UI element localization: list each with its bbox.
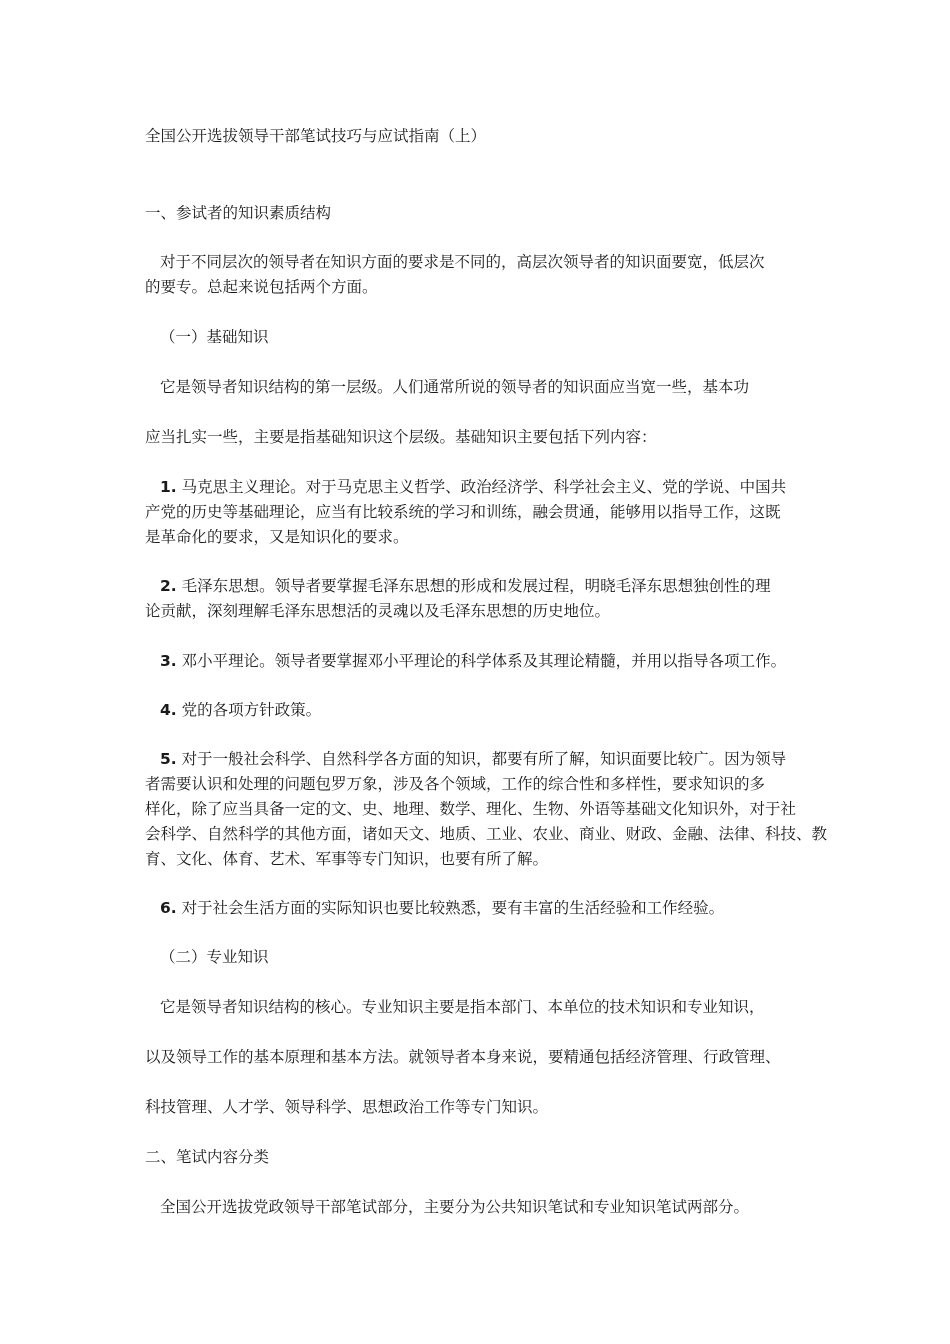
- list-text: 对于社会生活方面的实际知识也要比较熟悉，要有丰富的生活经验和工作经验。: [181, 899, 725, 917]
- list-item-2: [160, 574, 830, 599]
- list-text: 邓小平理论。领导者要掌握邓小平理论的科学体系及其理论精髓，并用以指导各项工作。: [181, 652, 787, 670]
- list-number: 5.: [160, 750, 177, 768]
- list-text: 党的各项方针政策。: [181, 701, 322, 719]
- list-number: 1.: [160, 478, 177, 496]
- paragraph-line: 以及领导工作的基本原理和基本方法。就领导者本身来说，要精通包括经济管理、行政管理、: [145, 1048, 781, 1066]
- paragraph-line: 应当扎实一些，主要是指基础知识这个层级。基础知识主要包括下列内容：: [145, 428, 657, 446]
- list-item-5: [160, 747, 830, 772]
- list-number: 3.: [160, 652, 177, 670]
- paragraph-line: 育、文化、体育、艺术、军事等专门知识，也要有所了解。: [145, 850, 549, 868]
- list-number: 2.: [160, 577, 177, 595]
- list-item-1: [160, 475, 830, 500]
- list-item-6: [160, 896, 830, 921]
- subsection-heading-1: （一）基础知识: [160, 328, 269, 346]
- paragraph-line: 样化，除了应当具备一定的文、史、地理、数学、理化、生物、外语等基础文化知识外，对于社: [145, 800, 797, 818]
- section-heading-2: 二、笔试内容分类: [145, 1148, 270, 1166]
- list-text: 对于一般社会科学、自然科学各方面的知识，都要有所了解，知识面要比较广。因为领导: [181, 750, 787, 768]
- list-item-3: [160, 649, 830, 674]
- paragraph-line: 会科学、自然科学的其他方面，诸如天文、地质、工业、农业、商业、财政、金融、法律、科技、教: [145, 825, 828, 843]
- list-text: 马克思主义理论。对于马克思主义哲学、政治经济学、科学社会主义、党的学说、中国共: [181, 478, 787, 496]
- paragraph-line: 它是领导者知识结构的第一层级。人们通常所说的领导者的知识面应当宽一些，基本功: [160, 378, 750, 396]
- list-item-4: [160, 698, 830, 723]
- paragraph-line: 科技管理、人才学、领导科学、思想政治工作等专门知识。: [145, 1098, 549, 1116]
- paragraph-line: 产党的历史等基础理论，应当有比较系统的学习和训练，融会贯通，能够用以指导工作，这既: [145, 503, 781, 521]
- list-text: 毛泽东思想。领导者要掌握毛泽东思想的形成和发展过程，明晓毛泽东思想独创性的理: [181, 577, 771, 595]
- paragraph-line: 是革命化的要求，又是知识化的要求。: [145, 528, 409, 546]
- list-number: 6.: [160, 899, 177, 917]
- document-title: 全国公开选拔领导干部笔试技巧与应试指南（上）: [145, 127, 487, 145]
- subsection-heading-2: （二）专业知识: [160, 948, 269, 966]
- paragraph-line: 对于不同层次的领导者在知识方面的要求是不同的，高层次领导者的知识面要宽，低层次: [160, 253, 765, 271]
- paragraph-line: 论贡献，深刻理解毛泽东思想活的灵魂以及毛泽东思想的历史地位。: [145, 602, 611, 620]
- paragraph-line: 全国公开选拔党政领导干部笔试部分，主要分为公共知识笔试和专业知识笔试两部分。: [160, 1198, 750, 1216]
- list-number: 4.: [160, 701, 177, 719]
- section-heading-1: 一、参试者的知识素质结构: [145, 204, 332, 222]
- paragraph-line: 的要专。总起来说包括两个方面。: [145, 278, 378, 296]
- paragraph-line: 者需要认识和处理的问题包罗万象，涉及各个领域，工作的综合性和多样性，要求知识的多: [145, 775, 766, 793]
- paragraph-line: 它是领导者知识结构的核心。专业知识主要是指本部门、本单位的技术知识和专业知识，: [160, 998, 765, 1016]
